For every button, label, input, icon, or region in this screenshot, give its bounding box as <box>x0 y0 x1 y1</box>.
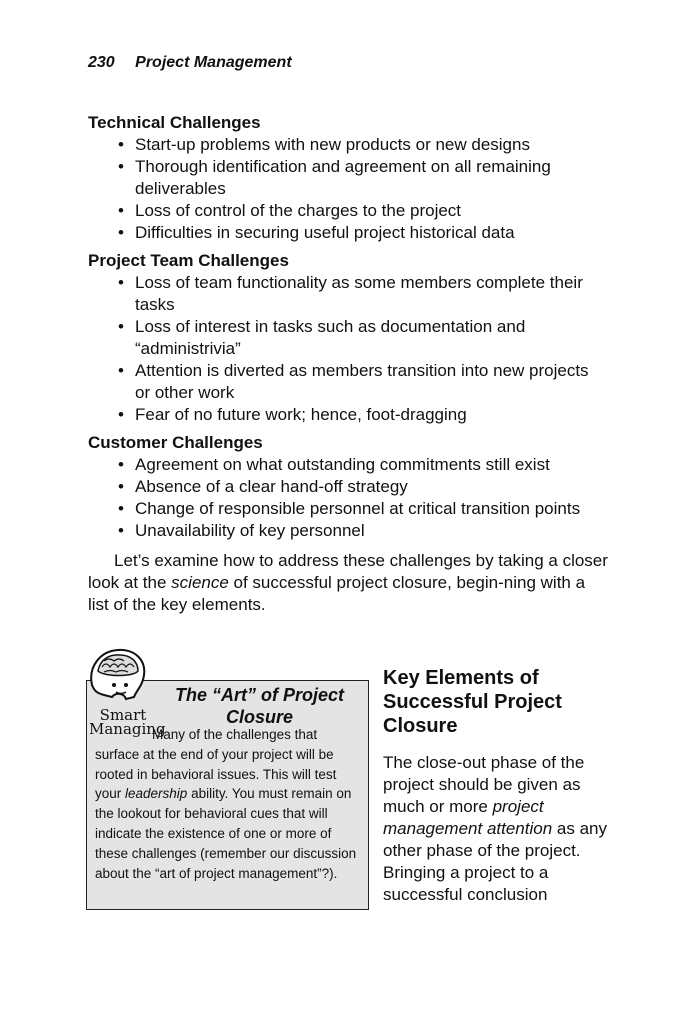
key-elements-body: The close-out phase of the project should be given as much or more project management attention as any other phase of the project. Bringing a project to a successful conclusion <box>383 753 607 904</box>
list-item: • Loss of control of the charges to the project <box>88 200 608 222</box>
smart-managing-sidebar <box>86 680 369 910</box>
list-item: • Change of responsible personnel at critical transition points <box>88 498 608 520</box>
running-title: Project Management <box>135 54 292 71</box>
bullet-list <box>88 454 608 542</box>
emphasis: project management attention <box>383 797 553 838</box>
section-title: Key Elements of Successful Project Closure <box>383 667 562 737</box>
list-item: • Unavailability of key personnel <box>88 520 608 542</box>
section-heading: Customer Challenges <box>88 433 263 452</box>
running-header <box>88 54 292 72</box>
list-item: • Loss of team functionality as some members complete their tasks <box>88 272 608 316</box>
smart-managing-logo-text: Smart Managing <box>89 706 166 738</box>
list-item: • Thorough identification and agreement on all remaining deliverables <box>88 156 608 200</box>
emphasis: science <box>171 573 229 592</box>
key-elements-column <box>383 666 613 906</box>
list-item: • Attention is diverted as members transition into new projects or other work <box>88 360 608 404</box>
intro-paragraph: Let’s examine how to address these challenges by taking a closer look at the science of successful project closure, begin-ning with a list of the key elements. <box>88 551 608 614</box>
main-text <box>88 112 608 616</box>
list-item: • Fear of no future work; hence, foot-dragging <box>88 404 608 426</box>
emphasis: leadership <box>125 786 188 802</box>
section-heading: Technical Challenges <box>88 113 261 132</box>
page-number: 230 <box>88 54 115 71</box>
list-item: • Loss of interest in tasks such as documentation and “administrivia” <box>88 316 608 360</box>
section-heading: Project Team Challenges <box>88 251 289 270</box>
list-item: • Difficulties in securing useful project historical data <box>88 222 608 244</box>
bullet-list <box>88 272 608 426</box>
sidebar-title: The “Art” of Project Closure <box>174 685 344 727</box>
brain-head-icon <box>86 645 156 707</box>
bullet-list <box>88 134 608 244</box>
sidebar-body: Many of the challenges that surface at the end of your project will be rooted in behavioral issues. This will test your leadership ability. You must remain on the lookout for behavioral cues that will indicate the existence of one or more of these challenges (remember our discussion about the “art of project management”?). <box>95 727 357 881</box>
list-item: • Start-up problems with new products or new designs <box>88 134 608 156</box>
list-item: • Absence of a clear hand-off strategy <box>88 476 608 498</box>
list-item: • Agreement on what outstanding commitments still exist <box>88 454 608 476</box>
